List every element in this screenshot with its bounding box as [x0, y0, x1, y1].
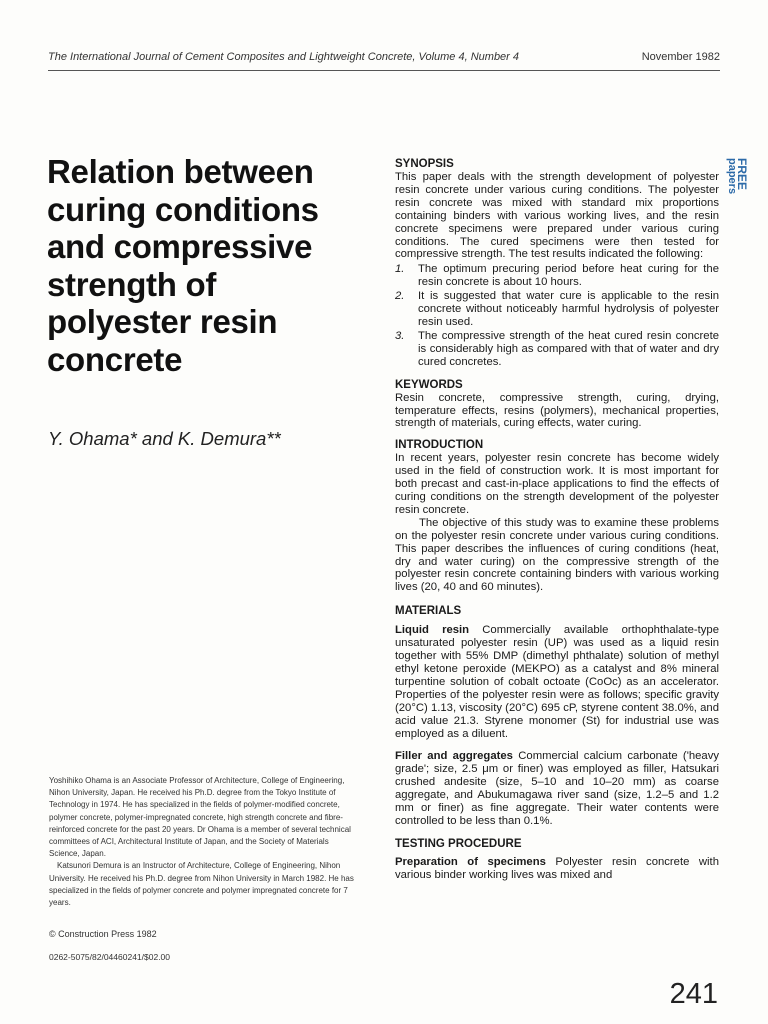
header-rule	[48, 70, 720, 71]
page-number: 241	[669, 978, 718, 1010]
synopsis-heading: SYNOPSIS	[395, 158, 454, 170]
journal-citation: The International Journal of Cement Composites and Lightweight Concrete, Volume 4, Number 4	[48, 51, 520, 63]
list-item	[395, 263, 719, 289]
issue-date: November 1982	[641, 51, 720, 63]
article-title: Relation between curing conditions and compressive strength of polyester resin concrete	[47, 153, 319, 378]
keywords-heading: KEYWORDS	[395, 378, 463, 391]
liquid-resin-lead: Liquid resin	[395, 624, 470, 637]
filler-lead: Filler and aggregates	[395, 750, 513, 763]
keywords-text: Resin concrete, compressive strength, curing, drying, temperature effects, resins (polymers), mechanical properties, strength of materials, curing effects, water curing.	[395, 391, 719, 430]
list-item	[395, 330, 719, 369]
right-column	[395, 157, 719, 882]
free-papers-watermark	[726, 96, 754, 216]
materials-heading: MATERIALS	[395, 605, 462, 618]
filler-text: Commercial calcium carbonate ('heavy grade'; size, 2.5 μm or finer) was employed as filler, Hatsukari crushed andesite (size, 5–10 and 10–20 mm) as coarse aggregate, and Abukumagawa river sand (size, 1.2–5 and 1.2 mm or finer) as fine aggregate. Their water contents were controlled to be less than 0.1%.	[395, 750, 719, 827]
item-text: It is suggested that water cure is applicable to the resin concrete without noticeably harmful hydrolysis of polyester resin used.	[418, 290, 719, 328]
introduction-heading: INTRODUCTION	[395, 439, 484, 452]
bio-demura: Katsunori Demura is an Instructor of Architecture, College of Engineering, Nihon University. He received his Ph.D. degree from Nihon University in March 1982. He has specialized in the fields of polymer concrete and polymer impregnated concrete for 7 years.	[49, 861, 354, 908]
introduction-paragraph-1: In recent years, polyester resin concrete has become widely used in the field of construction work. It is most important for both precast and cast-in-place applications to find the effects of curing conditions on the strength development of the polyester resin concrete.	[395, 452, 719, 516]
preparation-paragraph	[395, 856, 719, 882]
introduction-paragraph-2: The objective of this study was to examine these problems on the polyester resin concrete under various curing conditions. This paper describes the influences of curing conditions (heat, dry and water curing) on the compressive strength of the polyester resin concrete containing binders with various working lives (20, 40 and 60 minutes).	[395, 516, 719, 594]
bio-ohama: Yoshihiko Ohama is an Associate Professor of Architecture, College of Engineering, Nihon University, Japan. He received his Ph.D. degree from the Tokyo Institute of Technology in 1974. He has specialized in the fields of polymer-modified concrete, polymer concrete, polymer-impregnated concrete, high strength concrete and fibre-reinforced concrete for the past 20 years. Dr Ohama is a member of several technical committees of ACI, Architectural Institute of Japan, and the Society of Materials Science, Japan.	[49, 776, 351, 859]
authors: Y. Ohama* and K. Demura**	[48, 428, 281, 449]
preparation-lead: Preparation of specimens	[395, 855, 546, 868]
filler-paragraph	[395, 750, 719, 827]
synopsis-text: This paper deals with the strength development of polyester resin concrete under various curing conditions. The polyester resin concrete was mixed with standard mix proportions containing binders with various working lives, and the resin concrete specimens were prepared under various curing conditions. The cured specimens were then tested for compressive strength. The test results indicated the following:	[395, 171, 719, 261]
item-number: 2.	[395, 290, 405, 303]
watermark-free: FREE	[735, 158, 749, 191]
list-item	[395, 290, 719, 329]
author-biographies	[49, 775, 356, 909]
article-code: 0262-5075/82/04460241/$02.00	[49, 952, 171, 962]
item-text: The optimum precuring period before heat curing for the resin concrete is about 10 hours.	[418, 263, 719, 289]
copyright-notice: © Construction Press 1982	[49, 929, 157, 939]
liquid-resin-paragraph	[395, 624, 719, 740]
preparation-text: Polyester resin concrete with various binder working lives was mixed and	[395, 855, 719, 881]
watermark-papers: papers	[726, 158, 738, 195]
findings-list	[395, 263, 719, 368]
liquid-resin-text: Commercially available orthophthalate-type unsaturated polyester resin (UP) was used as a liquid resin together with 55% DMP (dimethyl phthalate) solution of methyl ethyl ketone peroxide (MEKPO) as a catalyst and 8% mineral turpentine solution of cobalt octoate (CoOc) as an accelerator. Properties of the polyester resin were as follows; specific gravity (20°C) 1.13, viscosity (20°C) 695 cP, styrene content 38.0%, and acid value 21.3. Styrene monomer (St) for industrial use was employed as a diluent.	[395, 624, 719, 740]
testing-heading: TESTING PROCEDURE	[395, 837, 522, 850]
item-text: The compressive strength of the heat cured resin concrete is considerably high as compared with that of water and dry cured concretes.	[418, 329, 719, 368]
item-number: 3.	[395, 329, 405, 342]
item-number: 1.	[395, 263, 405, 276]
